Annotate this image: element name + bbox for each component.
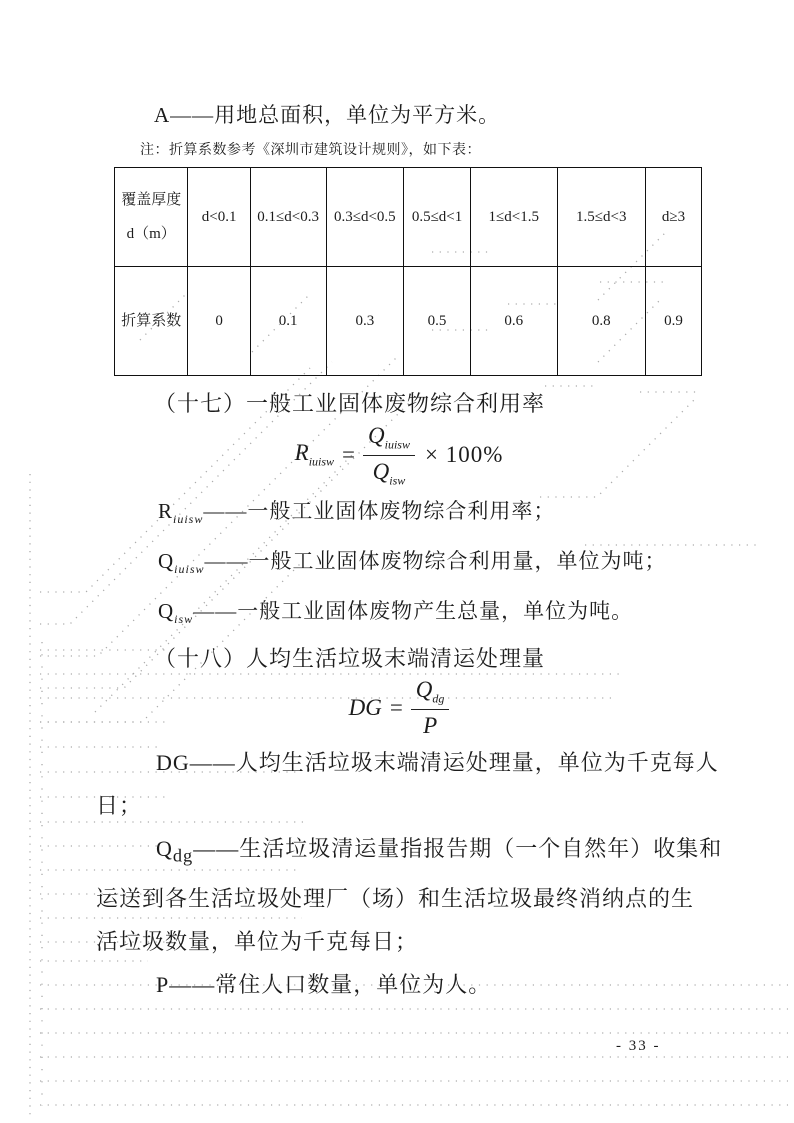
equals-sign: = [389,694,403,720]
formula-lhs: DG [348,694,382,720]
formula-lhs: $R_{iuisw}$ [294,440,335,469]
coefficient-value-4: 0.6 [470,267,557,376]
definition-line-a: A——用地总面积，单位为平方米。 [154,103,501,127]
definition-qdg-line2: 运送到各生活垃圾处理厂（场）和生活垃圾最终消纳点的生 [96,885,695,911]
coefficient-value-3: 0.5 [404,267,471,376]
table-row-thickness [115,168,702,267]
thickness-row-header: 覆盖厚度 d（m） [115,168,188,267]
fraction-numerator: $Q_{iuisw}$ [363,423,415,456]
formula-industrial-waste-rate [96,422,702,488]
fraction-denominator: P [423,712,438,738]
fraction-numerator: $Q_{dg}$ [411,677,450,710]
coefficient-value-6: 0.9 [645,267,701,376]
thickness-col-2: 0.3≤d<0.5 [326,168,404,267]
definition-qdg-line1: $Q_{dg}——$生活垃圾清运量指报告期（一个自然年）收集和 [156,835,723,865]
equals-sign: = [342,442,356,467]
thickness-col-1: 0.1≤d<0.3 [250,168,326,267]
definition-qiuisw: $Q_{iuisw}——$一般工业固体废物综合利用量，单位为吨； [158,549,667,577]
thickness-col-6: d≥3 [645,168,701,267]
definition-dg-line1: DG——人均生活垃圾末端清运处理量，单位为千克每人 [156,749,719,775]
section-17-heading: （十七）一般工业固体废物综合利用率 [154,391,546,416]
coefficient-value-1: 0.1 [250,267,326,376]
coefficient-value-2: 0.3 [326,267,404,376]
fraction-denominator: $Q_{isw}$ [372,458,406,488]
thickness-col-5: 1.5≤d<3 [557,168,645,267]
page-number: - 33 - [616,1038,661,1054]
table-row-coefficient [115,267,702,376]
definition-p: P——常住人口数量，单位为人。 [156,971,492,997]
thickness-col-3: 0.5≤d<1 [404,168,471,267]
formula-multiplier: × 100% [424,442,504,467]
table-note: 注：折算系数参考《深圳市建筑设计规则》，如下表： [140,143,481,158]
conversion-coefficient-table [114,167,702,376]
coefficient-value-0: 0 [188,267,250,376]
definition-dg-line2: 日； [96,792,143,818]
fraction [363,423,415,488]
fraction [411,677,450,738]
thickness-col-0: d<0.1 [188,168,250,267]
coefficient-value-5: 0.8 [557,267,645,376]
thickness-col-4: 1≤d<1.5 [470,168,557,267]
coefficient-row-header: 折算系数 [115,267,188,376]
definition-qisw: $Q_{isw}——$一般工业固体废物产生总量，单位为吨。 [158,599,634,627]
definition-riuisw: $R_{iuisw}——$一般工业固体废物综合利用率； [158,499,556,527]
definition-qdg-line3: 活垃圾数量，单位为千克每日； [96,928,419,954]
section-18-heading: （十八）人均生活垃圾末端清运处理量 [154,645,546,671]
formula-per-capita-waste [96,677,702,739]
